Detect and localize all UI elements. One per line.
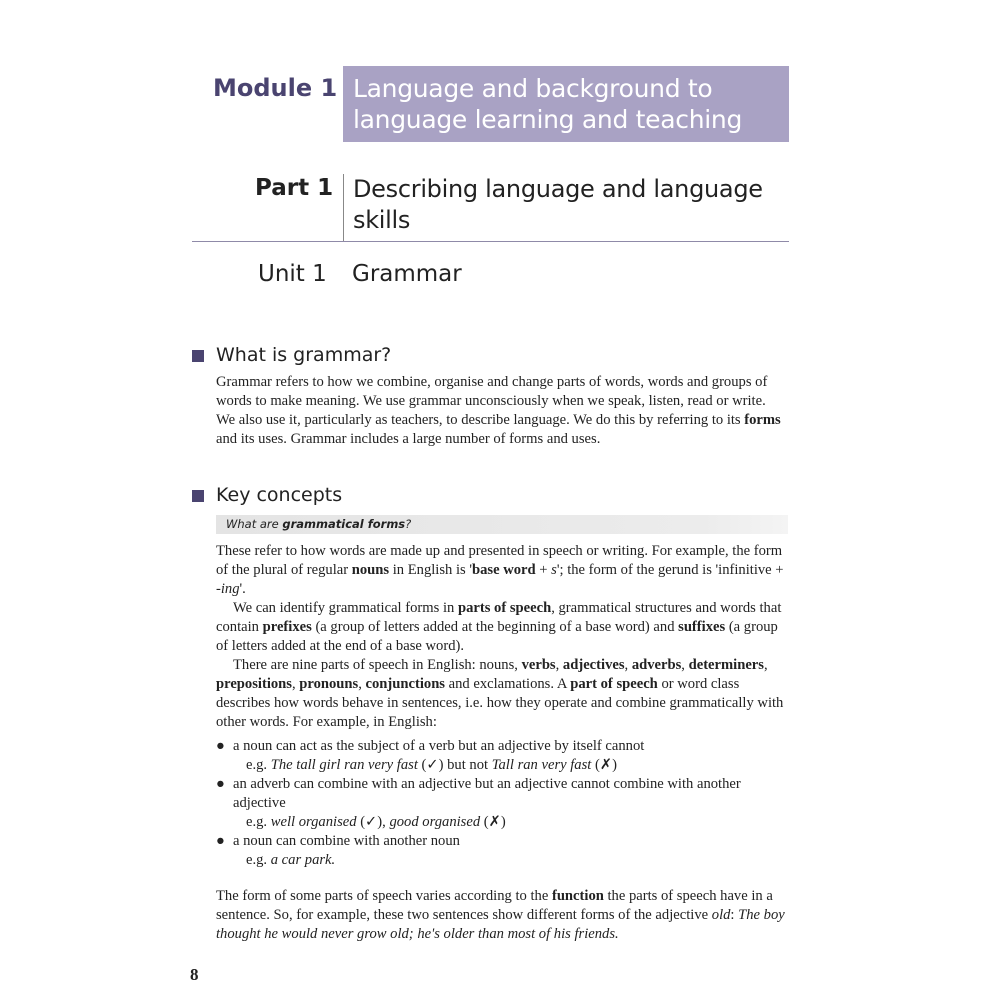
module-title-line-1: Language and background to: [353, 74, 713, 103]
final-paragraph: The form of some parts of speech varies according to the function the parts of speech have in a sentence. So, for example, these two sentences show different forms of the adjective old: The boy thought he would never grow old; he's older than most of his friends.: [216, 888, 785, 942]
unit-label: Unit 1: [258, 261, 327, 287]
part-title: [353, 174, 783, 236]
list-item: ● a noun can act as the subject of a verb but an adjective by itself cannot: [216, 738, 645, 754]
page-number: 8: [190, 965, 199, 984]
part-label: Part 1: [255, 175, 334, 201]
subhead-grammatical-forms: What are grammatical forms?: [226, 517, 412, 531]
bullet-icon: ●: [216, 833, 225, 849]
paragraph: There are nine parts of speech in English: nouns, verbs, adjectives, adverbs, determiners, prepositions, pronouns, conjunctions and exclamations. A part of speech or word class describes how words behave in sentences, i.e. how they operate and combine grammatically with other words. For example, in English:: [216, 657, 784, 730]
module-label: Module 1: [213, 74, 338, 102]
module-title: [353, 73, 783, 135]
module-title-line-2: language learning and teaching: [353, 105, 743, 134]
paragraph: These refer to how words are made up and presented in speech or writing. For example, the form of the plural of regular nouns in English is 'base word + s'; the form of the gerund is 'infinitive + -ing'.: [216, 543, 784, 597]
part-title-line-2: skills: [353, 206, 411, 234]
part-title-line-1: Describing language and language: [353, 175, 763, 203]
list-item: ● an adverb can combine with an adjective but an adjective cannot combine with another adjective: [216, 776, 741, 811]
section1-paragraph: Grammar refers to how we combine, organise and change parts of words, words and groups of words to make meaning. We use grammar unconsciously when we speak, listen, read or write. We also use it, particularly as teachers, to describe language. We do this by referring to its forms and its uses. Grammar includes a large number of forms and uses.: [216, 374, 781, 447]
section-heading-what-is-grammar: What is grammar?: [216, 344, 392, 366]
section-square-icon: [192, 350, 204, 362]
example-line: e.g. The tall girl ran very fast (✓) but not Tall ran very fast (✗): [246, 757, 617, 773]
list-item: ● a noun can combine with another noun: [216, 833, 460, 849]
example-line: e.g. well organised (✓), good organised (✗): [246, 814, 506, 830]
paragraph: We can identify grammatical forms in parts of speech, grammatical structures and words that contain prefixes (a group of letters added at the beginning of a base word) and suffixes (a group of letters added at the end of a base word).: [216, 600, 782, 654]
bullet-icon: ●: [216, 738, 225, 754]
unit-title: Grammar: [352, 261, 462, 287]
example-line: e.g. a car park.: [246, 852, 336, 868]
bullet-list: [216, 737, 788, 870]
section2-paragraphs: [216, 542, 788, 732]
bullet-icon: ●: [216, 776, 225, 792]
section-heading-key-concepts: Key concepts: [216, 484, 343, 506]
term-forms: forms: [744, 412, 781, 428]
part-rule: [192, 241, 789, 242]
part-divider: [343, 174, 344, 241]
section-square-icon: [192, 490, 204, 502]
